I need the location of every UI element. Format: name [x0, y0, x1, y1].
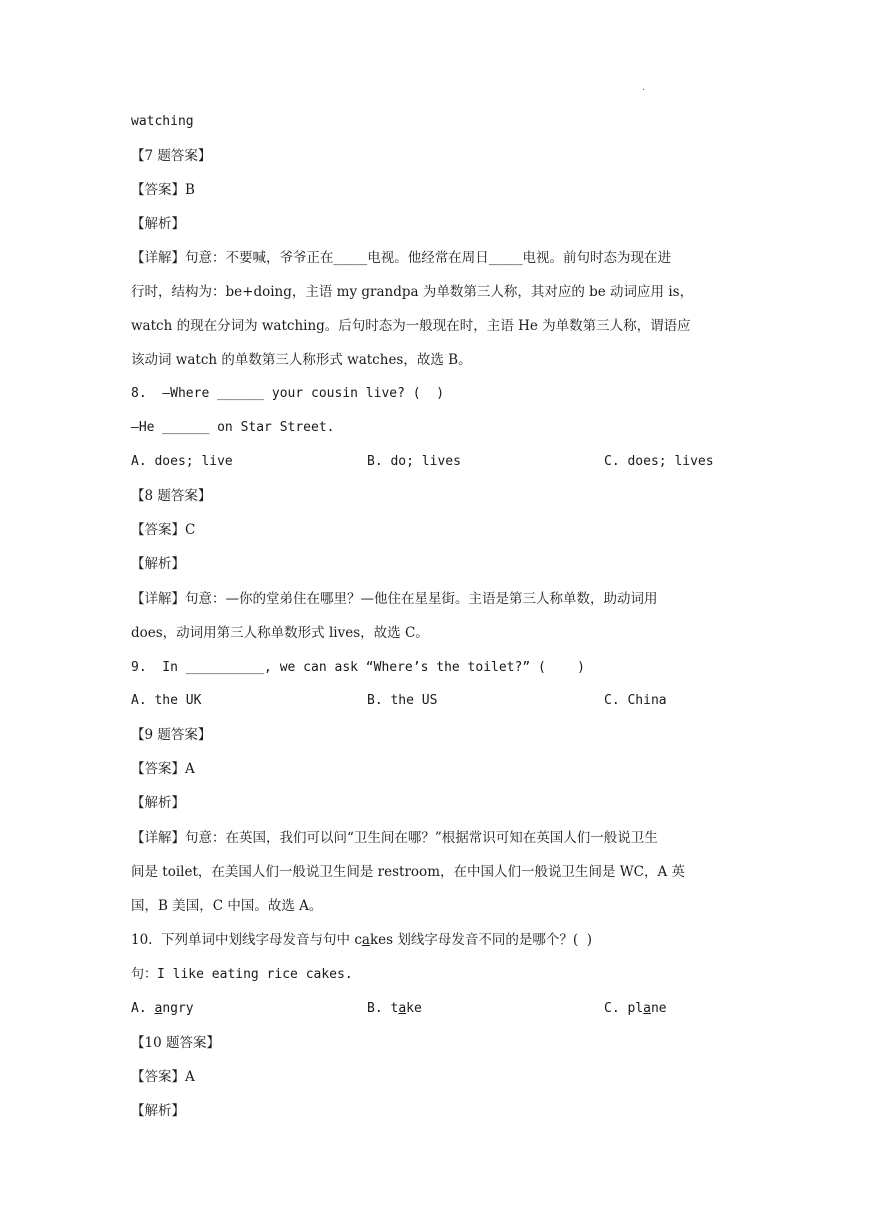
explanation-line: 【详解】句意：—你的堂弟住在哪里？—他住在星星街。主语是第三人称单数，助动词用 [131, 591, 658, 607]
option-a: A. angry [131, 1001, 194, 1016]
option-b: B. do; lives [367, 454, 461, 469]
answer-line: 【答案】A [131, 761, 195, 777]
answer-heading: 【10 题答案】 [131, 1035, 220, 1051]
explanation-line: 【详解】句意：在英国，我们可以问“卫生间在哪？”根据常识可知在英国人们一般说卫生 [131, 830, 658, 846]
option-c: C. China [604, 693, 667, 708]
option-c: C. does; lives [604, 454, 714, 469]
question-8: 8. —Where ______ your cousin live? ( ) [131, 386, 445, 401]
answer-line: 【答案】C [131, 522, 196, 538]
option-b: B. take [367, 1001, 422, 1016]
option-a: A. does; live [131, 454, 233, 469]
explanation-line: 国，B 美国，C 中国。故选 A。 [131, 898, 323, 914]
analysis-heading: 【解析】 [131, 216, 185, 232]
analysis-heading: 【解析】 [131, 556, 185, 572]
option-c: C. plane [604, 1001, 667, 1016]
explanation-line: watch 的现在分词为 watching。后句时态为一般现在时，主语 He 为单数第三人称，谓语应 [131, 318, 691, 334]
explanation-line: 【详解】句意：不要喊，爷爷正在_____电视。他经常在周日_____电视。前句时态为现在进 [131, 250, 671, 266]
answer-line: 【答案】A [131, 1069, 195, 1085]
answer-heading: 【8 题答案】 [131, 488, 212, 504]
explanation-line: does，动词用第三人称单数形式 lives，故选 C。 [131, 625, 429, 641]
question-10: 10. 下列单词中划线字母发音与句中 cakes 划线字母发音不同的是哪个？( ) [131, 932, 592, 948]
question-10-sentence: 句：I like eating rice cakes. [131, 967, 353, 982]
analysis-heading: 【解析】 [131, 795, 185, 811]
explanation-line: 行时，结构为：be+doing，主语 my grandpa 为单数第三人称，其对应的 be 动词应用 is， [131, 284, 694, 300]
option-a: A. the UK [131, 693, 202, 708]
question-8-line2: —He ______ on Star Street. [131, 420, 335, 435]
analysis-heading: 【解析】 [131, 1103, 185, 1119]
explanation-line: 该动词 watch 的单数第三人称形式 watches，故选 B。 [131, 352, 472, 368]
header-mark: . [642, 82, 646, 93]
answer-heading: 【9 题答案】 [131, 727, 212, 743]
text-line: watching [131, 114, 194, 129]
explanation-line: 间是 toilet，在美国人们一般说卫生间是 restroom，在中国人们一般说卫生间是 WC，A 英 [131, 864, 686, 880]
question-9: 9. In __________, we can ask “Where’s the toilet?” ( ) [131, 660, 585, 675]
answer-heading: 【7 题答案】 [131, 148, 212, 164]
option-b: B. the US [367, 693, 438, 708]
answer-line: 【答案】B [131, 182, 195, 198]
